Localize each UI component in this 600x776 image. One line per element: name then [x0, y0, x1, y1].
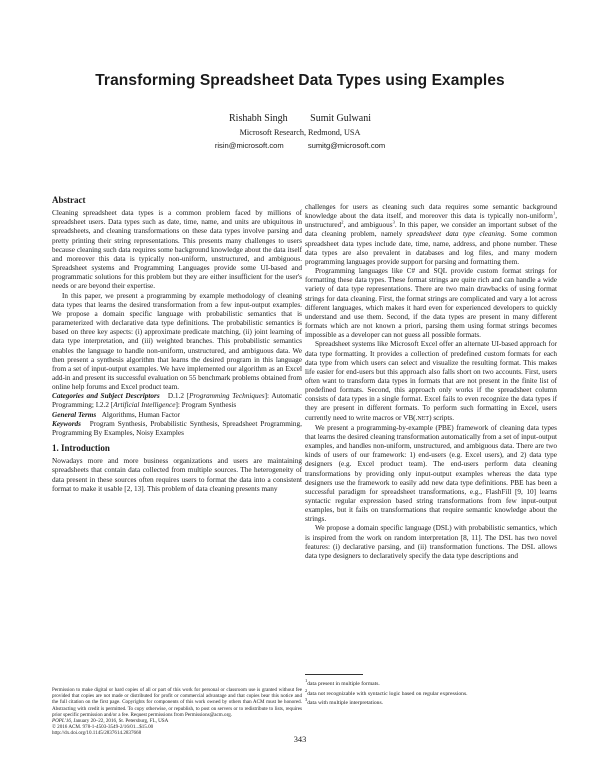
categories-label: Categories and Subject Descriptors [52, 392, 160, 401]
text-run: challenges for users as cleaning such data requires some semantic background knowledge about the data itself, and moreover this data is typically non-uniform [305, 203, 557, 221]
right-column [305, 203, 557, 561]
paper-title: Transforming Spreadsheet Data Types using Examples [95, 72, 505, 89]
footnote-ref[interactable]: 1 [552, 210, 556, 216]
left-column [52, 196, 302, 494]
permission-text: Permission to make digital or hard copies of all or part of this work for personal or classroom use is granted without fee provided that copies are not made or distributed for profit or commercial advantage and that copies bear this notice and the full citation on the first page. Copyrights for components of this work owned by others than ACM must be honored. Abstracting with credit is permitted. To copy otherwise, or republish, to post on servers or to redistribute to lists, requires prior specific permission and/or a fee. Request permissions from Permissions@acm.org. [52, 687, 302, 718]
body-paragraph [305, 340, 557, 423]
text-run: , and ambiguous [343, 221, 393, 230]
emphasis-text: spreadsheet data type cleaning [406, 230, 505, 239]
author-email: sumitg@microsoft.com [307, 141, 386, 150]
venue-details: , January 20–22, 2016, St. Petersburg, FL, USA [70, 718, 169, 725]
doi-link[interactable]: http://dx.doi.org/10.1145/2837614.2837668 [52, 730, 142, 737]
author-name: Sumit Gulwani [310, 113, 371, 124]
author-email: risin@microsoft.com [214, 141, 284, 150]
categories-text: ]: Program Synthesis [175, 401, 237, 410]
general-terms-label: General Terms [52, 410, 97, 419]
text-run: Spreadsheet systems like Microsoft Excel offer an alternate UI-based approach for data type formatting. It provides a collection of predefined custom formats for each data type from which users can select and visualize the resulting format. This makes life easier for end-users but this approach also falls short on two accounts. First, users often want to transform data types in formats that are not present in the finite list of predefined formats. Second, this approach only works if the spreadsheet column consists of data types in a single format. Excel fails to even recognize the data types if they are present in different formats. To perform such formatting in Excel, users currently need to write macros or VB(. [305, 340, 557, 422]
introduction-heading: 1. Introduction [52, 443, 110, 454]
abstract-paragraph: In this paper, we present a programming by example methodology of cleaning data types that learns the desired transformation from a few input-output examples. We propose a domain specific language with probabilistic semantics that is parameterized with declarative data type definitions. The probabilistic semantics is based on three key aspects: (i) approximate predicate matching, (ii) joint learning of data type interpretation, and (iii) weighted branches. This probabilistic semantics enables the language to handle non-uniform, unstructured, and ambiguous data. We then present a synthesis algorithm that learns the desired program in this language from a set of input-output examples. We have implemented our algorithm as an Excel add-in and present its successful evaluation on 55 benchmark problems obtained from online help forums and Excel product team. [52, 291, 302, 392]
emails [0, 141, 600, 150]
footnote-text: data not recognizable with syntactic logic based on regular expressions. [307, 690, 468, 697]
categories-text: D.1.2 [ [167, 392, 190, 401]
footnote-number: 1 [305, 678, 308, 684]
body-paragraph: We present a programming-by-example (PBE) framework of cleaning data types that learns the desired cleaning transformation automatically from a set of input-output examples, and handles non-uniform, unstructured, and ambiguous data. There are two kinds of users of our framework: 1) end-users (e.g. Excel users), and 2) data type designers (e.g. Excel product team). The end-users perform data cleaning transformations by providing only input-output examples whereas the data type designers use the framework to easily add new data type definitions. PBE has been a successful paradigm for spreadsheet transformations, e.g., FlashFill [9, 10] learns syntactic regular expression based string transformations from few input-output examples, but it fails on transformations that require semantic knowledge about the strings. [305, 423, 557, 524]
author-name: Rishabh Singh [229, 113, 288, 124]
keywords-label: Keywords [52, 419, 81, 428]
categories [52, 392, 302, 410]
general-terms-text: Algorithms, Human Factor [101, 410, 181, 419]
affiliation: Microsoft Research, Redmond, USA [239, 128, 361, 137]
general-terms [52, 411, 302, 420]
abstract-heading: Abstract [52, 195, 86, 205]
footnote-ref[interactable]: 3 [392, 219, 395, 225]
permission-block [52, 687, 302, 737]
small-caps-text: NET [417, 415, 430, 422]
page-number: 343 [293, 735, 307, 744]
keywords [52, 420, 302, 438]
footnotes [305, 680, 557, 709]
text-run: . In this paper, we consider an important subset of the data cleaning problem, namely [305, 221, 557, 239]
intro-paragraph: Nowadays more and more business organizations and users are maintaining spreadsheets that contain data collected from multiple sources. The heterogeneity of data present in these sources often requires users to format the data into a consistent format to make it usable [2, 13]. This problem of data cleaning presents many [52, 457, 302, 493]
footnote-text: data present in multiple formats. [307, 681, 380, 687]
body-paragraph [305, 203, 557, 267]
categories-italic: Artificial Intelligence [113, 401, 176, 410]
footnote-text: data with multiple interpretations. [307, 700, 384, 707]
body-paragraph: We propose a domain specific language (DSL) with probabilistic semantics, which is inspired from the work on random interpretation [8, 11]. The DSL has two novel features: (i) declarative parsing, and (ii) transformation functions. The DSL allows data type designers to declaratively specify the data type descriptions and [305, 524, 557, 560]
text-run: . Some common spreadsheet data types include date, time, name, address, and phone number. These data types are also prevalent in databases and log files, and many modern programming languages provide support for parsing and formatting them. [305, 230, 558, 266]
categories-italic: Programming Techniques [189, 392, 265, 401]
footnote [305, 687, 557, 703]
footnote [305, 699, 557, 709]
footnote-number: 3 [305, 697, 308, 703]
text-run: ) scripts. [429, 413, 455, 422]
venue-name: POPL'16 [52, 718, 71, 725]
copyright-line: © 2016 ACM. 978-1-4503-3549-2/16/01...$15.00 [52, 724, 154, 731]
body-paragraph: Programming languages like C# and SQL provide custom format strings for formatting these data types. These format strings are quite rich and can handle a wide variety of data type representations. There are two main drawbacks of using format strings for data cleaning. First, the format strings are complicated and vary a lot across different languages, which makes it hard even for experienced developers to quickly understand and use them. Second, if the data types are present in many different formats which are not known a priori, parsing them using format strings becomes impossible as a developer can not guess all possible formats. [305, 267, 557, 340]
footnote-rule [305, 674, 363, 675]
footnote-ref[interactable]: 2 [341, 219, 344, 225]
footnote [305, 680, 557, 690]
categories-text: ]: Automatic Programming; I.2.2 [ [52, 392, 302, 410]
footnote-number: 2 [305, 687, 308, 693]
authors [0, 113, 600, 124]
keywords-text: Program Synthesis, Probabilistic Synthesis, Spreadsheet Programming, Programming By Examples, Noisy Examples [52, 419, 302, 437]
abstract-paragraph: Cleaning spreadsheet data types is a common problem faced by millions of spreadsheet users. Data types such as date, time, name, and units are ubiquitous in spreadsheets, and cleaning transformations on these data types involve parsing and pretty printing their string representations. This presents many challenges to users because cleaning such data requires some background knowledge about the data itself and moreover this data is typically non-uniform, unstructured, and ambiguous. Spreadsheet systems and Programming Languages provide some UI-based and programmatic solutions for this problem but they are either insufficient for the user's needs or are beyond their expertise. [52, 209, 302, 291]
text-run: , unstructured [305, 212, 557, 230]
